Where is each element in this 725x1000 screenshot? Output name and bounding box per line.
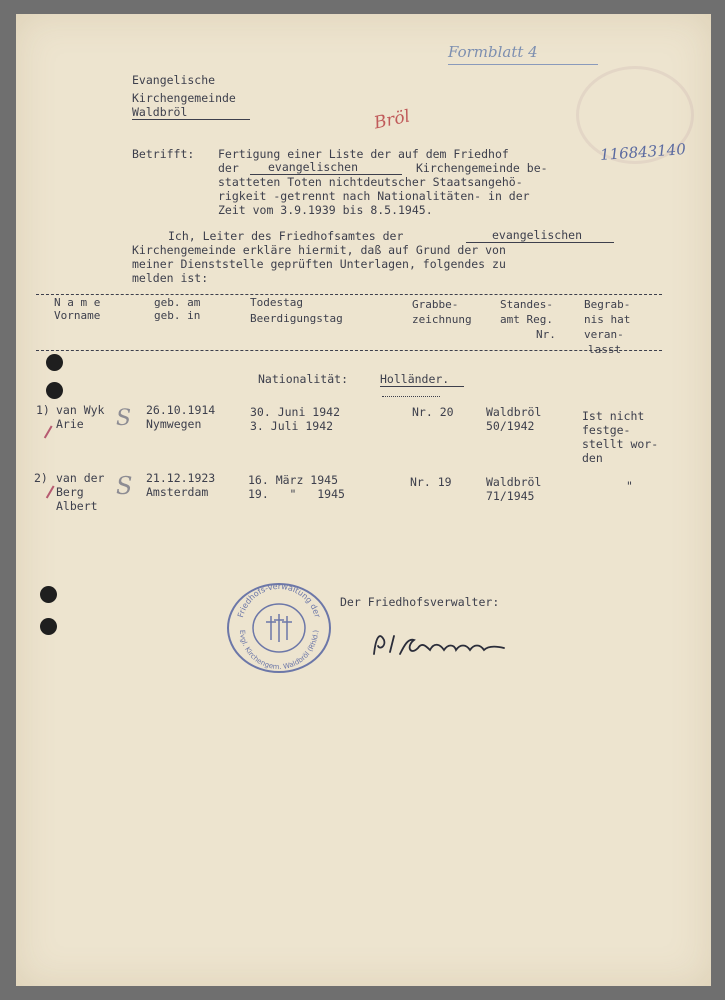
form-label: Formblatt 4 [448, 43, 538, 61]
header-grave-1: Grabbe- [412, 298, 459, 311]
entry-name-line-2: Berg [56, 485, 84, 499]
svg-text:Friedhofs-Verwaltung der [236, 582, 322, 619]
seal-bottom-text: Evgl. Kirchengem. Waldbröl (Rhld.) [237, 629, 321, 672]
header-burial-by-4: lasst [588, 343, 622, 356]
cross-icon [266, 614, 292, 642]
entry-registry-number: 50/1942 [486, 419, 535, 433]
table-top-rule [36, 294, 662, 295]
entry-birth-date: 21.12.1923 [146, 471, 216, 485]
entry-grave: Nr. 19 [410, 475, 452, 489]
entry-burial-by-3: stellt wor- [582, 437, 659, 451]
entry-death-day: 30. Juni 1942 [250, 405, 341, 419]
entry-registry-number: 71/1945 [486, 489, 535, 503]
entry-burial-day: 3. Juli 1942 [250, 419, 334, 433]
entry-grave: Nr. 20 [412, 405, 454, 419]
subject-label: Betrifft: [132, 147, 195, 161]
pencil-s-mark: S [116, 406, 132, 431]
entry-number: 1) [36, 403, 50, 417]
header-grave-2: zeichnung [412, 313, 472, 326]
declaration-line-1-fill: evangelischen [492, 228, 583, 242]
punch-hole [40, 618, 57, 635]
punch-hole [40, 586, 57, 603]
header-burial-by-1: Begrab- [584, 298, 631, 311]
entry-death-day: 16. März 1945 [248, 473, 339, 487]
header-birth-place: geb. in [154, 309, 201, 322]
header-first-name: Vorname [54, 309, 101, 322]
header-birth-date: geb. am [154, 296, 201, 309]
entry-birth-place: Amsterdam [146, 485, 209, 499]
signature-label: Der Friedhofsverwalter: [340, 595, 500, 609]
archive-number: 116843140 [599, 140, 687, 164]
nationality-label: Nationalität: [258, 372, 349, 386]
subject-line-5: Zeit vom 3.9.1939 bis 8.5.1945. [218, 203, 433, 217]
entry-burial-by-1: Ist nicht [582, 409, 645, 423]
entry-registry-place: Waldbröl [486, 405, 542, 419]
entry-birth-place: Nymwegen [146, 417, 202, 431]
subject-line-2-prefix: der [218, 161, 239, 175]
table-header-bottom-rule [36, 350, 662, 351]
official-seal [224, 574, 334, 674]
entry-burial-by-ditto: " [626, 479, 633, 493]
header-name: N a m e [54, 296, 101, 309]
header-burial-day: Beerdigungstag [250, 312, 343, 325]
letterhead-line-1: Evangelische [132, 73, 216, 87]
entry-first-name: Arie [56, 417, 84, 431]
letterhead-line-2: Kirchengemeinde [132, 91, 236, 105]
nationality-dotted-line [382, 396, 440, 397]
entry-burial-by-2: festge- [582, 423, 631, 437]
subject-line-1: Fertigung einer Liste der auf dem Friedhof [218, 147, 509, 161]
red-check-mark [33, 419, 52, 438]
header-registry-1: Standes- [500, 298, 553, 311]
entry-first-name: Albert [56, 499, 98, 513]
punch-hole [46, 354, 63, 371]
nationality-value: Holländer. [380, 372, 450, 386]
pencil-s-mark: S [116, 472, 133, 500]
subject-line-3: statteten Toten nichtdeutscher Staatsangehö- [218, 175, 523, 189]
declaration-line-3: meiner Dienststelle geprüften Unterlagen, folgendes zu [132, 257, 506, 271]
letterhead-line-3: Waldbröl [132, 105, 188, 119]
header-death-day: Todestag [250, 296, 303, 309]
entry-number: 2) [34, 471, 48, 485]
nationality-underline [380, 386, 464, 387]
declaration-line-1: Ich, Leiter des Friedhofsamtes der [168, 229, 404, 243]
entry-birth-date: 26.10.1914 [146, 403, 216, 417]
header-burial-by-2: nis hat [584, 313, 631, 326]
entry-name: van der [56, 471, 105, 485]
entry-name: van Wyk [56, 403, 105, 417]
subject-line-4: rigkeit -getrennt nach Nationalitäten- in der [218, 189, 530, 203]
header-registry-2: amt Reg. [500, 313, 553, 326]
declaration-line-2: Kirchengemeinde erkläre hiermit, daß auf Grund der von [132, 243, 506, 257]
punch-hole [46, 382, 63, 399]
form-label-underline [448, 64, 598, 65]
header-burial-by-3: veran- [584, 328, 624, 341]
red-handwritten-mark: Bröl [372, 106, 412, 134]
subject-line-2-suffix: Kirchengemeinde be- [416, 161, 548, 175]
seal-top-text: Friedhofs-Verwaltung der [236, 581, 322, 619]
document-page [16, 14, 711, 986]
entry-burial-day: 19. " 1945 [248, 487, 345, 501]
entry-registry-place: Waldbröl [486, 475, 542, 489]
entry-burial-by-4: den [582, 451, 603, 465]
signature [370, 626, 520, 662]
letterhead-underline [132, 119, 250, 120]
declaration-line-4: melden ist: [132, 271, 209, 285]
header-registry-3: Nr. [536, 328, 556, 341]
subject-line-2-fill: evangelischen [268, 160, 359, 174]
